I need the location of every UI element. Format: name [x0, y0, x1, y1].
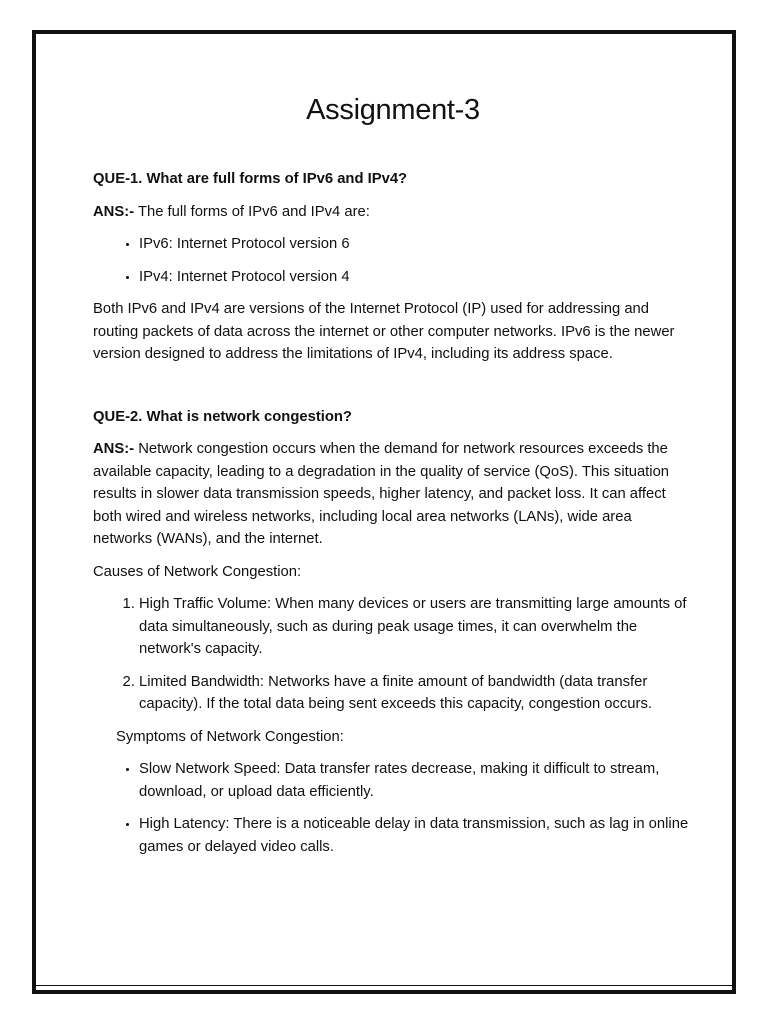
symptoms-heading: Symptoms of Network Congestion:	[116, 728, 344, 745]
list-item: • High Latency: There is a noticeable delay in data transmission, such as lag in online games or delayed video calls.	[139, 813, 693, 858]
list-item: • IPv4: Internet Protocol version 4	[139, 266, 693, 289]
list-item: • IPv6: Internet Protocol version 6	[139, 233, 693, 256]
list-item: 2. Limited Bandwidth: Networks have a finite amount of bandwidth (data transfer capacity). If the total data being sent exceeds this capacity, congestion occurs.	[139, 671, 693, 716]
answer-2-text: Network congestion occurs when the demand for network resources exceeds the available capacity, leading to a degradation in the quality of service (QoS). This situation results in slower data transmission speeds, higher latency, and packet loss. It can affect both wired and wireless networks, including local area networks (LANs), wide area networks (WANs), and the internet.	[93, 441, 670, 547]
answer-2-intro	[93, 438, 693, 551]
document-content	[93, 90, 693, 868]
answer-label: ANS:-	[93, 441, 135, 457]
answer-1-intro	[93, 201, 693, 224]
causes-heading: Causes of Network Congestion:	[93, 563, 302, 580]
answer-1-text: The full forms of IPv6 and IPv4 are:	[134, 203, 370, 220]
question-1: QUE-1. What are full forms of IPv6 and IPv4?	[93, 171, 408, 187]
page-title: Assignment-3	[306, 94, 480, 126]
answer-1-bullets	[93, 233, 693, 288]
list-item: 1. High Traffic Volume: When many devices or users are transmitting large amounts of data simultaneously, such as during peak usage times, it can overwhelm the network's capacity.	[139, 593, 693, 661]
document-page	[32, 30, 736, 994]
causes-list	[93, 593, 693, 716]
answer-label: ANS:-	[93, 203, 135, 220]
question-2: QUE-2. What is network congestion?	[93, 408, 352, 425]
list-item: • Slow Network Speed: Data transfer rates decrease, making it difficult to stream, download, or upload data efficiently.	[139, 758, 693, 803]
answer-1-paragraph: Both IPv6 and IPv4 are versions of the Internet Protocol (IP) used for addressing and routing packets of data across the internet or other computer networks. IPv6 is the newer version designed to address the limitations of IPv4, including its address space.	[93, 301, 675, 362]
symptoms-list	[93, 758, 693, 858]
